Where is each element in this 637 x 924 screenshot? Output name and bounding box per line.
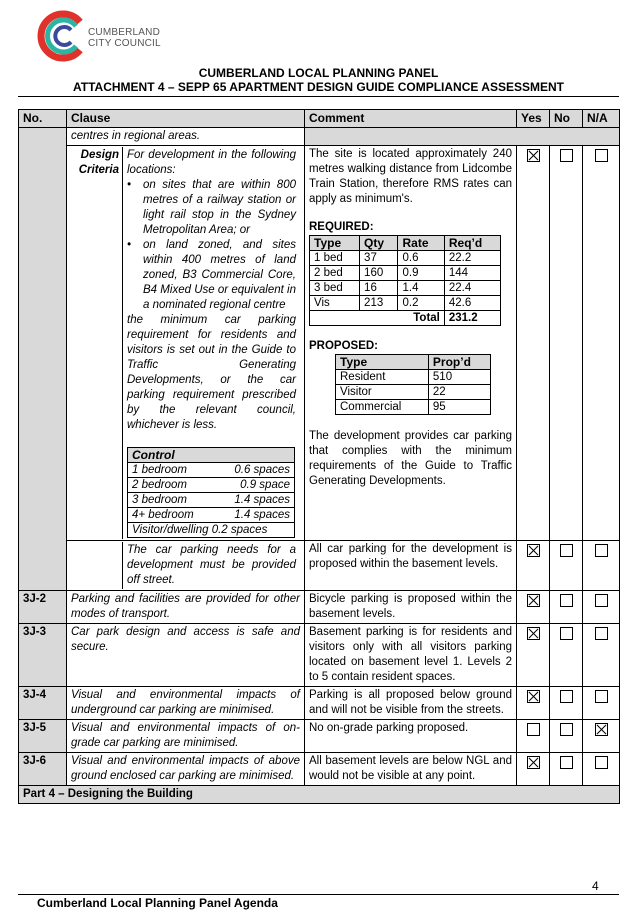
no-checkbox[interactable] xyxy=(560,723,573,736)
na-cell xyxy=(583,624,620,687)
table-row xyxy=(310,266,501,281)
na-cell xyxy=(583,720,620,753)
req-cell: 3 bed xyxy=(310,281,360,296)
table-row xyxy=(310,311,501,326)
part-heading: Part 4 – Designing the Building xyxy=(19,786,620,804)
offstreet-comment: All car parking for the development is proposed within the basement levels. xyxy=(305,541,517,591)
table-row xyxy=(310,281,501,296)
na-checkbox[interactable] xyxy=(595,690,608,703)
table-row xyxy=(128,493,295,508)
no-cell xyxy=(550,591,583,624)
table-row xyxy=(336,355,491,370)
yes-cell xyxy=(517,146,550,541)
design-body: the minimum car parking requirement for residents and visitors is set out in the Guide to Traffic Generating Developments, or the car parking requirement prescribed by the relevant council, whichever is less. xyxy=(127,314,296,431)
required-table xyxy=(309,235,501,326)
table-header-row xyxy=(19,110,620,128)
table-row xyxy=(19,720,620,753)
row-comment: Parking is all proposed below ground and will not be visible from the streets. xyxy=(305,687,517,720)
no-cell xyxy=(550,146,583,541)
no-cell xyxy=(550,624,583,687)
row-clause: Visual and environmental impacts of above ground enclosed car parking are minimised. xyxy=(67,753,305,786)
prop-cell: 22 xyxy=(428,385,490,400)
document-title: CUMBERLAND LOCAL PLANNING PANEL xyxy=(198,66,439,80)
req-cell: 213 xyxy=(360,296,398,311)
yes-checkbox[interactable] xyxy=(527,627,540,640)
offstreet-clause xyxy=(67,541,305,591)
control-type: 2 bedroom xyxy=(132,479,187,491)
logo-line-2: CITY COUNCIL xyxy=(88,38,161,49)
row-comment: All basement levels are below NGL and would not be visible at any point. xyxy=(305,753,517,786)
control-rate: 1.4 spaces xyxy=(234,509,290,521)
req-header: Qty xyxy=(360,236,398,251)
yes-cell xyxy=(517,720,550,753)
compliance-table xyxy=(18,109,620,804)
req-header: Rate xyxy=(398,236,444,251)
req-cell: 22.4 xyxy=(444,281,500,296)
yes-checkbox[interactable] xyxy=(527,594,540,607)
table-row xyxy=(336,400,491,415)
na-cell xyxy=(583,541,620,591)
header-rule xyxy=(18,96,619,97)
col-header-comment: Comment xyxy=(305,110,517,128)
table-row xyxy=(19,591,620,624)
part-heading-row xyxy=(19,786,620,804)
proposed-table xyxy=(335,354,491,415)
prop-cell: Commercial xyxy=(336,400,429,415)
document-subtitle: ATTACHMENT 4 – SEPP 65 APARTMENT DESIGN GUIDE COMPLIANCE ASSESSMENT xyxy=(73,80,564,94)
design-intro: For development in the following locations: xyxy=(127,149,296,176)
control-type: 4+ bedroom xyxy=(132,509,194,521)
list-item xyxy=(127,178,296,238)
proposed-label: PROPOSED: xyxy=(309,340,379,352)
design-criteria-row xyxy=(19,146,620,541)
design-criteria-label: Design Criteria xyxy=(71,147,123,539)
page-number: 4 xyxy=(592,879,599,893)
req-header: Req’d xyxy=(444,236,500,251)
req-cell: 0.2 xyxy=(398,296,444,311)
row-comment: Bicycle parking is proposed within the basement levels. xyxy=(305,591,517,624)
no-checkbox[interactable] xyxy=(560,627,573,640)
prop-cell: 510 xyxy=(428,370,490,385)
prop-cell: 95 xyxy=(428,400,490,415)
req-cell: 22.2 xyxy=(444,251,500,266)
design-criteria-clause xyxy=(67,146,305,541)
req-cell: 2 bed xyxy=(310,266,360,281)
no-checkbox[interactable] xyxy=(560,594,573,607)
col-header-no: No. xyxy=(19,110,67,128)
na-checkbox[interactable] xyxy=(595,149,608,162)
control-rate: 0.9 space xyxy=(240,479,290,491)
row-clause: Visual and environmental impacts of underground car parking are minimised. xyxy=(67,687,305,720)
footer-text: Cumberland Local Planning Panel Agenda xyxy=(37,896,278,910)
req-total-label: Total xyxy=(310,311,445,326)
table-row xyxy=(128,478,295,493)
row-comment: No on-grade parking proposed. xyxy=(305,720,517,753)
required-label: REQUIRED: xyxy=(309,221,374,233)
row-clause: Car park design and access is safe and secure. xyxy=(67,624,305,687)
row-no: 3J-3 xyxy=(19,624,67,687)
na-checkbox[interactable] xyxy=(595,627,608,640)
no-checkbox[interactable] xyxy=(560,544,573,557)
na-checkbox[interactable] xyxy=(595,723,608,736)
yes-checkbox[interactable] xyxy=(527,544,540,557)
logo-line-1: CUMBERLAND xyxy=(88,27,161,38)
row-no: 3J-4 xyxy=(19,687,67,720)
bullet-text-2: on land zoned, and sites within 400 metres of land zoned, B3 Commercial Core, B4 Mixed Use or equivalent in a nominated regional centre xyxy=(143,239,296,311)
table-row xyxy=(310,236,501,251)
na-cell xyxy=(583,591,620,624)
req-cell: 144 xyxy=(444,266,500,281)
yes-checkbox[interactable] xyxy=(527,756,540,769)
yes-cell xyxy=(517,624,550,687)
yes-checkbox[interactable] xyxy=(527,149,540,162)
continuation-row xyxy=(19,128,620,146)
na-cell xyxy=(583,146,620,541)
design-criteria-comment xyxy=(305,146,517,541)
offstreet-text: The car parking needs for a development must be provided off street. xyxy=(127,544,296,586)
continuation-text: centres in regional areas. xyxy=(67,128,305,146)
prop-header: Prop’d xyxy=(428,355,490,370)
col-header-na: N/A xyxy=(583,110,620,128)
no-checkbox[interactable] xyxy=(560,690,573,703)
table-row xyxy=(19,624,620,687)
req-cell: 1 bed xyxy=(310,251,360,266)
req-cell: 0.9 xyxy=(398,266,444,281)
prop-header: Type xyxy=(336,355,429,370)
table-row xyxy=(336,385,491,400)
cumberland-logo xyxy=(36,10,88,62)
req-cell: 42.6 xyxy=(444,296,500,311)
prop-cell: Resident xyxy=(336,370,429,385)
na-checkbox[interactable] xyxy=(595,544,608,557)
offstreet-label-blank xyxy=(71,542,123,589)
bullet-2: • xyxy=(127,239,132,251)
design-criteria-text xyxy=(123,147,300,539)
control-type: Visitor/dwelling xyxy=(132,524,209,536)
yes-checkbox[interactable] xyxy=(527,723,540,736)
control-type: 3 bedroom xyxy=(132,494,187,506)
col-header-clause: Clause xyxy=(67,110,305,128)
col-header-no-col: No xyxy=(550,110,583,128)
na-cell xyxy=(583,753,620,786)
req-total-value: 231.2 xyxy=(444,311,500,326)
col-header-yes: Yes xyxy=(517,110,550,128)
table-row xyxy=(19,753,620,786)
row-comment: Basement parking is for residents and visitors only with all visitors parking located on basement level 1. Levels 2 to 5 contain resident spaces. xyxy=(305,624,517,687)
req-cell: Vis xyxy=(310,296,360,311)
no-checkbox[interactable] xyxy=(560,756,573,769)
table-row xyxy=(19,687,620,720)
row-clause: Parking and facilities are provided for other modes of transport. xyxy=(67,591,305,624)
yes-cell xyxy=(517,687,550,720)
no-cell-3j1 xyxy=(19,128,67,591)
control-rate: 0.6 spaces xyxy=(234,464,290,476)
table-row xyxy=(310,296,501,311)
list-item xyxy=(127,238,296,313)
yes-checkbox[interactable] xyxy=(527,690,540,703)
table-row xyxy=(128,508,295,523)
bullet-text-1: on sites that are within 800 metres of a railway station or light rail stop in the Sydney Metropolitan Area; or xyxy=(143,179,296,236)
table-row xyxy=(310,251,501,266)
req-cell: 16 xyxy=(360,281,398,296)
comment-intro: The site is located approximately 240 metres walking distance from Lidcombe Train Station, therefore RMS rates can apply as minimum's. xyxy=(309,148,512,205)
yes-cell xyxy=(517,753,550,786)
yes-cell xyxy=(517,591,550,624)
footer-rule xyxy=(18,894,619,895)
control-rate: 1.4 spaces xyxy=(234,494,290,506)
req-cell: 0.6 xyxy=(398,251,444,266)
req-cell: 1.4 xyxy=(398,281,444,296)
row-no: 3J-2 xyxy=(19,591,67,624)
no-cell xyxy=(550,687,583,720)
req-header: Type xyxy=(310,236,360,251)
comment-end: The development provides car parking that complies with the minimum requirements of the Guide to Traffic Generating Developments. xyxy=(309,430,512,487)
req-cell: 160 xyxy=(360,266,398,281)
no-cell xyxy=(550,541,583,591)
na-checkbox[interactable] xyxy=(595,594,608,607)
row-no: 3J-5 xyxy=(19,720,67,753)
table-row xyxy=(128,523,295,538)
req-cell: 37 xyxy=(360,251,398,266)
table-row xyxy=(128,463,295,478)
logo-text xyxy=(88,27,161,49)
row-clause: Visual and environmental impacts of on-grade car parking are minimised. xyxy=(67,720,305,753)
prop-cell: Visitor xyxy=(336,385,429,400)
control-table xyxy=(127,447,295,538)
control-rate: 0.2 spaces xyxy=(211,524,268,536)
row-no: 3J-6 xyxy=(19,753,67,786)
no-cell xyxy=(550,720,583,753)
table-row xyxy=(336,370,491,385)
na-checkbox[interactable] xyxy=(595,756,608,769)
offstreet-row xyxy=(19,541,620,591)
na-cell xyxy=(583,687,620,720)
no-cell xyxy=(550,753,583,786)
continuation-filler xyxy=(305,128,620,146)
bullet-1: • xyxy=(127,179,132,191)
control-header: Control xyxy=(128,448,295,463)
yes-cell xyxy=(517,541,550,591)
no-checkbox[interactable] xyxy=(560,149,573,162)
control-type: 1 bedroom xyxy=(132,464,187,476)
